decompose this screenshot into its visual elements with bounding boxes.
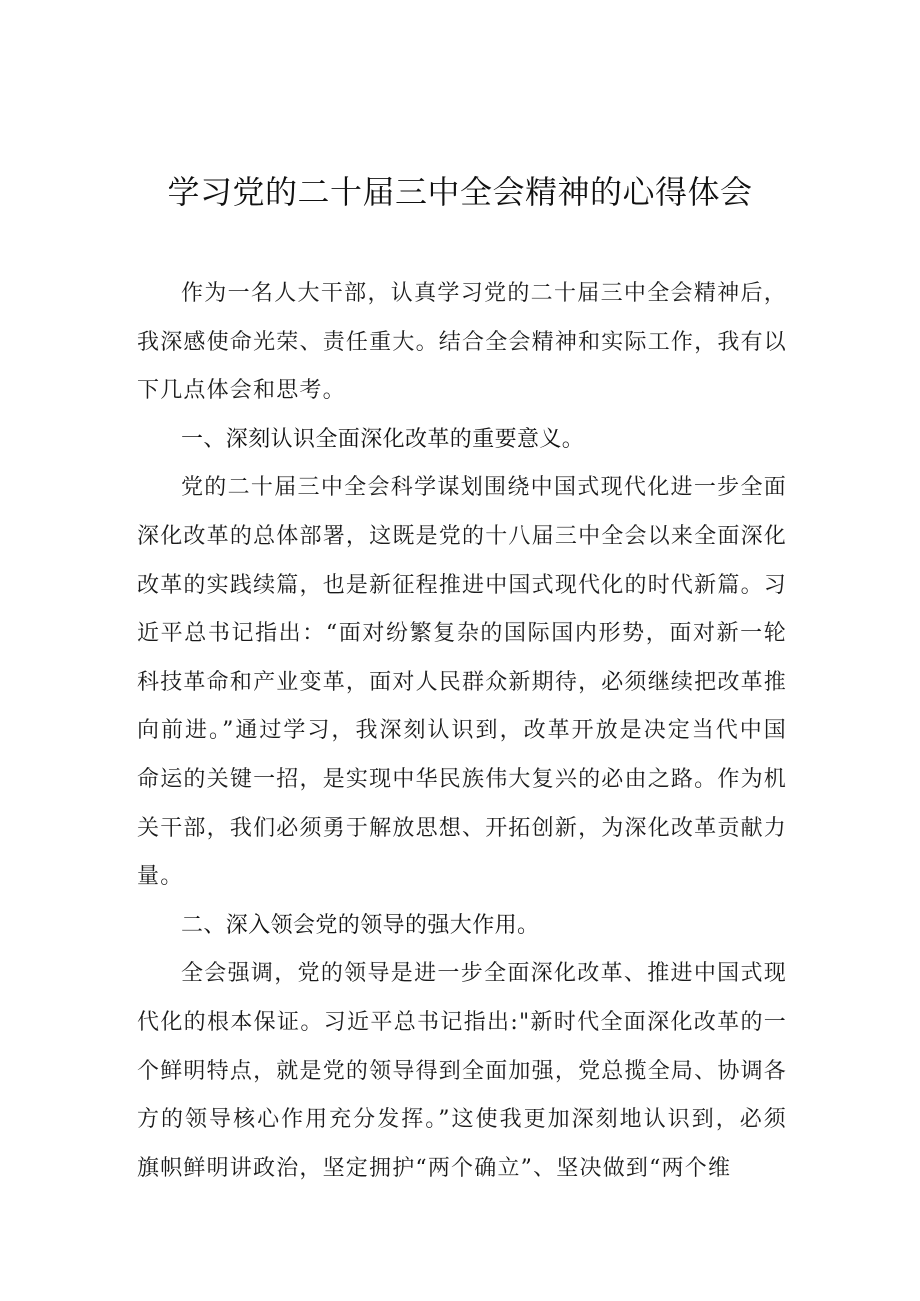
section-paragraph-2: 全会强调，党的领导是进一步全面深化改革、推进中国式现代化的根本保证。习近平总书记指出:"新时代全面深化改革的一个鲜明特点，就是党的领导得到全面加强，党总揽全局、协调各方的领导核心作用充分发挥。”这使我更加深刻地认识到，必须旗帜鲜明讲政治，坚定拥护“两个确立”、坚决做到“两个维 [137,961,787,1181]
section-paragraph-1: 党的二十届三中全会科学谋划围绕中国式现代化进一步全面深化改革的总体部署，这既是党的十八届三中全会以来全面深化改革的实践续篇，也是新征程推进中国式现代化的时代新篇。习近平总书记指出：“面对纷繁复杂的国际国内形势，面对新一轮科技革命和产业变革，面对人民群众新期待，必须继续把改革推向前进。”通过学习，我深刻认识到，改革开放是决定当代中国命运的关键一招，是实现中华民族伟大复兴的必由之路。作为机关干部，我们必须勇于解放思想、开拓创新，为深化改革贡献力量。 [137,475,787,890]
intro-paragraph: 作为一名人大干部，认真学习党的二十届三中全会精神后，我深感使命光荣、责任重大。结合全会精神和实际工作，我有以下几点体会和思考。 [137,281,787,404]
document-title: 学习党的二十届三中全会精神的心得体会 [167,173,753,211]
section-heading-2: 二、深入领会党的领导的强大作用。 [181,912,540,938]
section-heading-1: 一、深刻认识全面深化改革的重要意义。 [181,426,585,452]
document-body [137,270,787,1193]
